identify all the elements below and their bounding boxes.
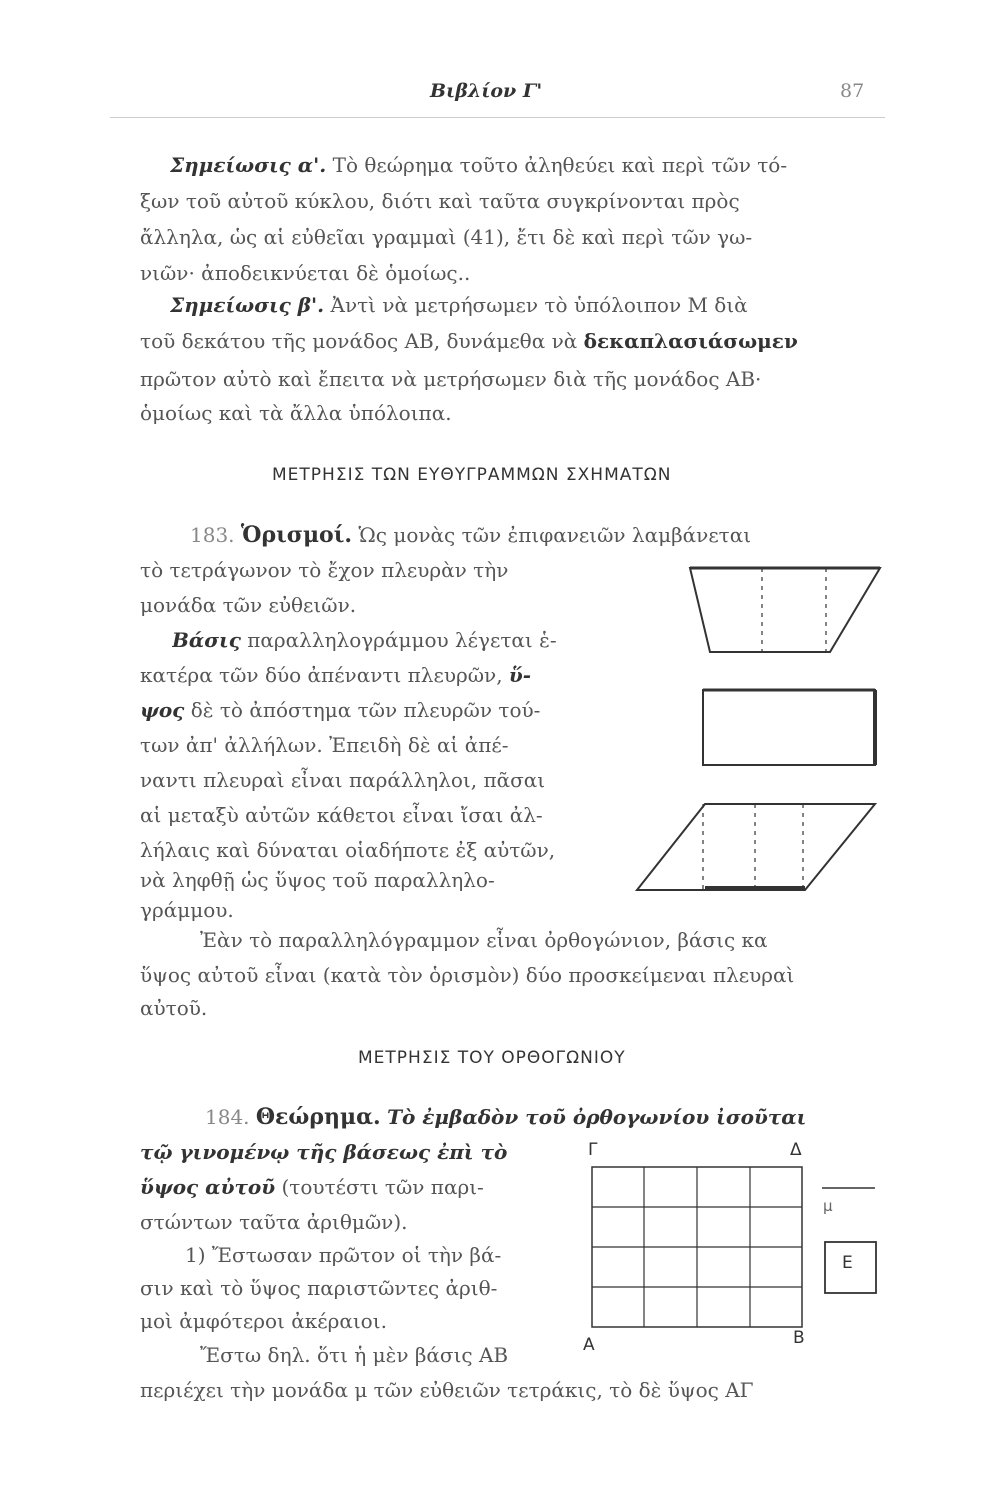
par-183-line-2: τὸ τετράγωνον τὸ ἔχον πλευρὰν τὴν: [140, 558, 509, 582]
par-184-line-7: μοὶ ἀμφότεροι ἀκέραιοι.: [140, 1309, 387, 1333]
remark-b-line-1: Σημείωσις β'. Ἀντὶ νὰ μετρήσωμεν τὸ ὑπόλοιπον Μ διὰ: [170, 293, 748, 317]
par-184-line-1: 184. Θεώρημα. Τὸ ἐμβαδὸν τοῦ ὀρθογωνίου ἰσοῦται: [205, 1104, 807, 1130]
header-rule: [110, 117, 885, 118]
page-number: 87: [840, 80, 865, 102]
par-183-line-6: ψος δὲ τὸ ἀπόστημα τῶν πλευρῶν τού-: [140, 698, 541, 722]
par-184-line-8: Ἔστω δηλ. ὅτι ἡ μὲν βάσις ΑΒ: [200, 1343, 509, 1367]
rectangle-figure: [700, 687, 880, 769]
par-183-line-14: ὕψος αὐτοῦ εἶναι (κατὰ τὸν ὁρισμὸν) δύο προσκείμεναι πλευραὶ: [140, 963, 795, 987]
par-183-line-10: λήλαις καὶ δύναται οἱαδήποτε ἐξ αὐτῶν,: [140, 838, 556, 862]
par-183-line-13: Ἐὰν τὸ παραλληλόγραμμον εἶναι ὀρθογώνιον, βάσις κα: [200, 928, 768, 952]
par-183-line-1: 183. Ὁρισμοί. Ὡς μονὰς τῶν ἐπιφανειῶν λαμβάνεται: [190, 522, 752, 548]
par-183-line-8: ναντι πλευραὶ εἶναι παράλληλοι, πᾶσαι: [140, 768, 546, 792]
par-184-line-2: τῷ γινομένῳ τῆς βάσεως ἐπὶ τὸ: [140, 1140, 508, 1164]
rectangle-outline: [703, 690, 875, 765]
remark-b-line-3: πρῶτον αὐτὸ καὶ ἔπειτα νὰ μετρήσωμεν διὰ τῆς μονάδος ΑΒ·: [140, 367, 762, 391]
running-title: Βιβλίον Γ': [430, 80, 543, 102]
section-heading-rectangle: ΜΕΤΡΗΣΙΣ ΤΟΥ ΟΡΘΟΓΩΝΙΟΥ: [358, 1048, 626, 1068]
trapezoid-outline: [690, 568, 880, 652]
par-183-line-5: κατέρα τῶν δύο ἀπέναντι πλευρῶν, ὕ-: [140, 663, 532, 687]
remark-a-line-1: Σημείωσις α'. Τὸ θεώρημα τοῦτο ἀληθεύει καὶ περὶ τῶν τό-: [170, 153, 788, 177]
par-183-line-11: νὰ ληφθῇ ὡς ὕψος τοῦ παραλληλο-: [140, 868, 495, 892]
remark-a-label: Σημείωσις α'.: [170, 153, 327, 177]
par-183-line-3: μονάδα τῶν εὐθειῶν.: [140, 593, 357, 617]
par-183-line-12: γράμμου.: [140, 898, 234, 922]
remark-b-line-4: ὁμοίως καὶ τὰ ἄλλα ὑπόλοιπα.: [140, 401, 452, 425]
par-184-line-5: 1) Ἔστωσαν πρῶτον οἱ τὴν βά-: [185, 1243, 502, 1267]
remark-b-line-2: τοῦ δεκάτου τῆς μονάδος ΑΒ, δυνάμεθα νὰ δεκαπλασιάσωμεν: [140, 329, 798, 353]
trapezoid-figure: [690, 565, 885, 660]
par-183-line-9: αἱ μεταξὺ αὐτῶν κάθετοι εἶναι ἴσαι ἀλ-: [140, 803, 543, 827]
parallelogram-figure: [635, 800, 880, 895]
remark-a-line-2: ξων τοῦ αὐτοῦ κύκλου, διότι καὶ ταῦτα συγκρίνονται πρὸς: [140, 189, 740, 213]
par-184-line-6: σιν καὶ τὸ ὕψος παριστῶντες ἀριθ-: [140, 1276, 498, 1300]
label-alpha: Α: [583, 1335, 595, 1355]
remark-b-label: Σημείωσις β'.: [170, 293, 325, 317]
label-mu: μ: [823, 1197, 833, 1215]
par-184-line-4: στώντων ταῦτα ἀριθμῶν).: [140, 1210, 408, 1234]
par-183-line-15: αὐτοῦ.: [140, 996, 208, 1020]
label-epsilon: Ε: [842, 1253, 853, 1273]
remark-a-line-4: νιῶν· ἀποδεικνύεται δὲ ὁμοίως..: [140, 261, 471, 285]
grid-figure: [590, 1165, 810, 1335]
unit-segment-mu: [822, 1185, 877, 1191]
section-heading-rectilinear: ΜΕΤΡΗΣΙΣ ΤΩΝ ΕΥΘΥΓΡΑΜΜΩΝ ΣΧΗΜΑΤΩΝ: [272, 465, 672, 485]
parallelogram-outline: [637, 804, 875, 890]
par-184-line-9: περιέχει τὴν μονάδα μ τῶν εὐθειῶν τετράκις, τὸ δὲ ὕψος ΑΓ: [140, 1378, 754, 1402]
par-183-line-4: Βάσις παραλληλογράμμου λέγεται ἑ-: [172, 628, 557, 652]
par-183-line-7: των ἀπ' ἀλλήλων. Ἐπειδὴ δὲ αἱ ἀπέ-: [140, 733, 509, 757]
label-delta: Δ: [790, 1140, 802, 1160]
remark-a-line-3: ἄλληλα, ὡς αἱ εὐθεῖαι γραμμαὶ (41), ἔτι δὲ καὶ περὶ τῶν γω-: [140, 225, 753, 249]
basis-label: Βάσις: [172, 628, 241, 652]
label-beta: Β: [793, 1328, 805, 1348]
par-184-line-3: ὕψος αὐτοῦ (τουτέστι τῶν παρι-: [140, 1175, 484, 1199]
label-gamma: Γ: [588, 1140, 598, 1160]
